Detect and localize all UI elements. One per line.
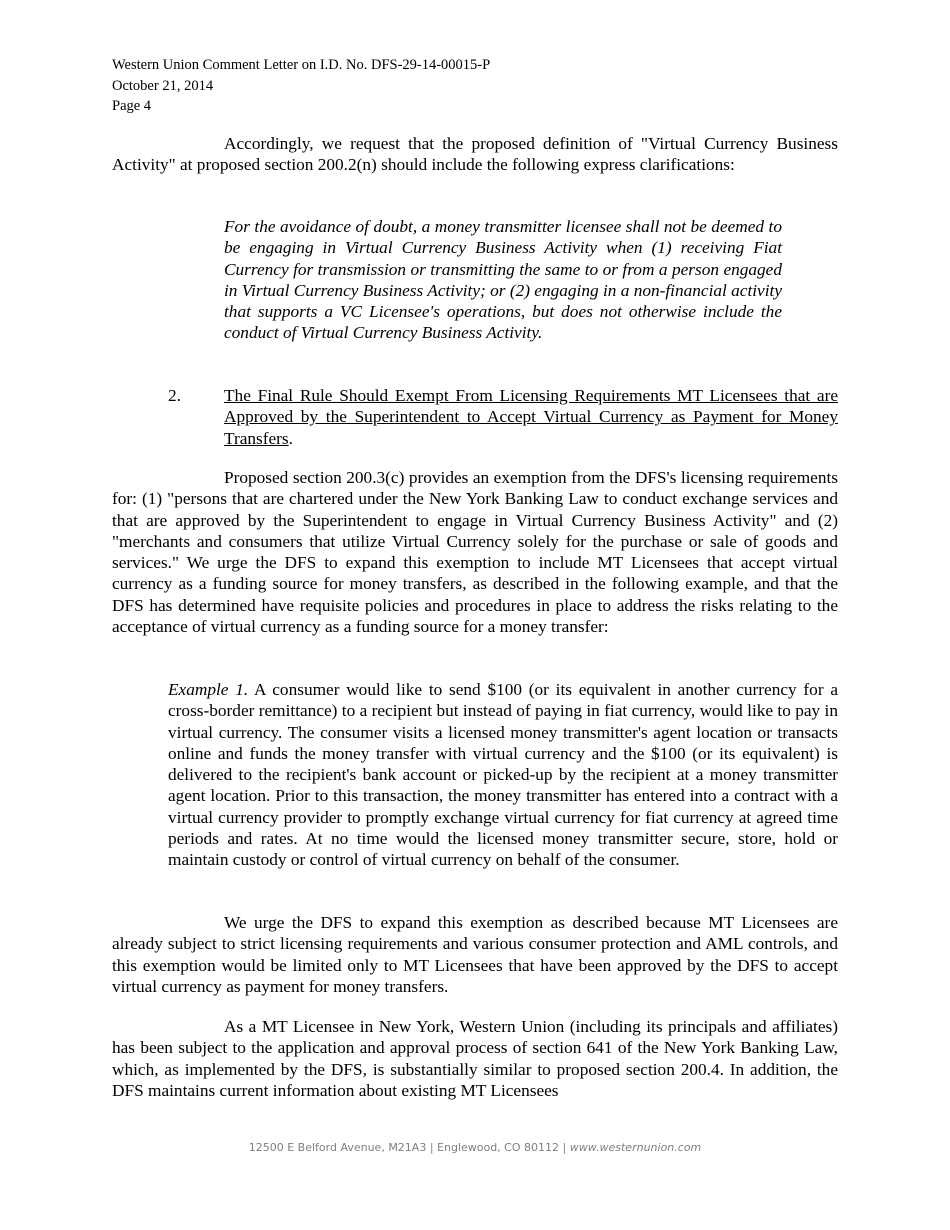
footer-website-link[interactable]: www.westernunion.com: [569, 1141, 702, 1154]
example-block: [168, 679, 838, 871]
paragraph-proposed-exemption: Proposed section 200.3(c) provides an exemption from the DFS's licensing requirements for: (1) "persons that are chartered under the New York Banking Law to conduct exchange services and that are approved by the Superintendent to engage in Virtual Currency Business Activity" and (2) "merchants and consumers that utilize Virtual Currency solely for the purchase or sale of goods and services." We urge the DFS to expand this exemption to include MT Licensees that accept virtual currency as a funding source for money transfers, as described in the following example, and that the DFS has determined have requisite policies and procedures in place to address the risks relating to the acceptance of virtual currency as a funding source for a money transfer:: [112, 468, 838, 637]
header-date: October 21, 2014: [112, 77, 214, 94]
paragraph-mt-licensee: As a MT Licensee in New York, Western Union (including its principals and affiliates) has been subject to the application and approval process of section 641 of the New York Banking Law, which, as implemented by the DFS, is substantially similar to proposed section 200.4. In addition, the DFS maintains current information about existing MT Licensees: [112, 1017, 838, 1100]
paragraph-clarifications-request: Accordingly, we request that the proposed definition of "Virtual Currency Business Activity" at proposed section 200.2(n) should include the following express clarifications:: [112, 134, 838, 175]
section-heading-period: .: [288, 428, 293, 448]
block-quote-proposed-language: For the avoidance of doubt, a money transmitter licensee shall not be deemed to be engaging in Virtual Currency Business Activity when (1) receiving Fiat Currency for transmission or transmitting the same to or from a person engaged in Virtual Currency Business Activity; or (2) engaging in a non-financial activity that supports a VC Licensee's operations, but does not otherwise include the conduct of Virtual Currency Business Activity.: [224, 217, 782, 343]
paragraph-urge-expansion: We urge the DFS to expand this exemption as described because MT Licensees are already subject to strict licensing requirements and various consumer protection and AML controls, and this exemption would be limited only to MT Licensees that have been approved by the DFS to accept virtual currency as payment for money transfers.: [112, 913, 838, 996]
section-number: 2.: [168, 386, 181, 405]
example-text: A consumer would like to send $100 (or its equivalent in another currency for a cross-border remittance) to a recipient but instead of paying in fiat currency, would like to pay in virtual currency. The consumer visits a licensed money transmitter's agent location or transacts online and funds the money transfer with virtual currency and the $100 (or its equivalent) is delivered to the recipient's bank account or picked-up by the recipient at a money transmitter agent location. Prior to this transaction, the money transmitter has entered into a contract with a virtual currency provider to promptly exchange virtual currency for fiat currency at agreed time periods and rates. At no time would the licensed money transmitter secure, store, hold or maintain custody or control of virtual currency on behalf of the consumer.: [168, 680, 838, 870]
page-footer: [0, 1141, 950, 1154]
header-page-number: Page 4: [112, 98, 152, 114]
example-lead: Example 1.: [168, 680, 249, 699]
letter-header: [112, 55, 490, 117]
header-title: Western Union Comment Letter on I.D. No. DFS-29-14-00015-P: [112, 57, 491, 73]
section-heading: [224, 385, 838, 449]
footer-address: 12500 E Belford Avenue, M21A3 | Englewood, CO 80112 |: [248, 1141, 570, 1154]
section-heading-text: The Final Rule Should Exempt From Licensing Requirements MT Licensees that are Approved by the Superintendent to Accept Virtual Currency as Payment for Money Transfers: [224, 386, 838, 448]
